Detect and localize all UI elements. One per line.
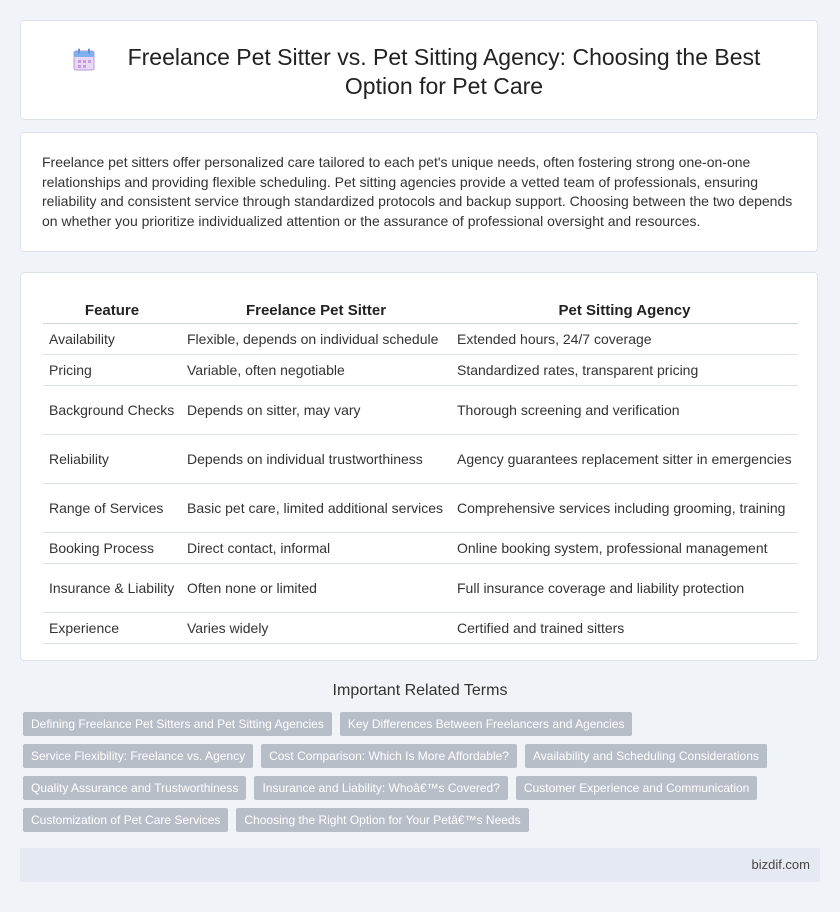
related-term-tag[interactable]: Cost Comparison: Which Is More Affordable? <box>261 744 517 768</box>
row-agency: Comprehensive services including grooming, training <box>451 484 798 533</box>
related-term-tag[interactable]: Customer Experience and Communication <box>516 776 757 800</box>
related-term-tag[interactable]: Choosing the Right Option for Your Petâ€™s Needs <box>236 808 528 832</box>
row-feature: Experience <box>43 613 181 644</box>
row-feature: Insurance & Liability <box>43 564 181 613</box>
row-freelance: Depends on sitter, may vary <box>181 386 451 435</box>
row-freelance: Depends on individual trustworthiness <box>181 435 451 484</box>
table-row <box>43 386 798 435</box>
row-feature: Reliability <box>43 435 181 484</box>
row-feature: Pricing <box>43 355 181 386</box>
calendar-icon <box>71 47 97 73</box>
table-row <box>43 533 798 564</box>
related-term-tag[interactable]: Insurance and Liability: Whoâ€™s Covered? <box>254 776 507 800</box>
table-row <box>43 355 798 386</box>
intro-card <box>20 132 818 252</box>
row-agency: Standardized rates, transparent pricing <box>451 355 798 386</box>
row-feature: Background Checks <box>43 386 181 435</box>
related-term-tag[interactable]: Availability and Scheduling Considerations <box>525 744 767 768</box>
row-feature: Range of Services <box>43 484 181 533</box>
row-feature: Availability <box>43 324 181 355</box>
row-agency: Certified and trained sitters <box>451 613 798 644</box>
row-freelance: Varies widely <box>181 613 451 644</box>
row-freelance: Basic pet care, limited additional services <box>181 484 451 533</box>
related-term-tag[interactable]: Service Flexibility: Freelance vs. Agency <box>23 744 253 768</box>
related-terms-list <box>23 712 803 832</box>
table-row <box>43 435 798 484</box>
table-header-row <box>43 295 798 324</box>
related-term-tag[interactable]: Key Differences Between Freelancers and Agencies <box>340 712 633 736</box>
row-agency: Full insurance coverage and liability protection <box>451 564 798 613</box>
row-freelance: Flexible, depends on individual schedule <box>181 324 451 355</box>
row-agency: Online booking system, professional management <box>451 533 798 564</box>
table-row <box>43 613 798 644</box>
row-feature: Booking Process <box>43 533 181 564</box>
table-row <box>43 484 798 533</box>
related-term-tag[interactable]: Customization of Pet Care Services <box>23 808 228 832</box>
header-card <box>20 20 818 120</box>
row-agency: Agency guarantees replacement sitter in emergencies <box>451 435 798 484</box>
row-freelance: Variable, often negotiable <box>181 355 451 386</box>
related-term-tag[interactable]: Defining Freelance Pet Sitters and Pet Sitting Agencies <box>23 712 332 736</box>
related-term-tag[interactable]: Quality Assurance and Trustworthiness <box>23 776 246 800</box>
footer <box>20 848 820 882</box>
header-feature: Feature <box>43 295 181 324</box>
row-freelance: Often none or limited <box>181 564 451 613</box>
comparison-card <box>20 272 818 661</box>
header-freelance: Freelance Pet Sitter <box>181 295 451 324</box>
row-agency: Extended hours, 24/7 coverage <box>451 324 798 355</box>
table-row <box>43 564 798 613</box>
row-agency: Thorough screening and verification <box>451 386 798 435</box>
header-agency: Pet Sitting Agency <box>451 295 798 324</box>
title-wrap <box>91 43 797 101</box>
footer-site-link[interactable]: bizdif.com <box>751 857 810 872</box>
comparison-table <box>43 295 798 644</box>
intro-paragraph: Freelance pet sitters offer personalized care tailored to each pet's unique needs, often fostering strong one-on-one relationships and providing flexible scheduling. Pet sitting agencies provide a vetted team of professionals, ensuring reliability and consistent service through standardized protocols and backup support. Choosing between the two depends on whether you prioritize individualized attention or the assurance of professional oversight and resources. <box>42 154 793 229</box>
row-freelance: Direct contact, informal <box>181 533 451 564</box>
page-title: Freelance Pet Sitter vs. Pet Sitting Agency: Choosing the Best Option for Pet Care <box>127 44 761 99</box>
table-row <box>43 324 798 355</box>
related-terms-title: Important Related Terms <box>332 682 508 699</box>
